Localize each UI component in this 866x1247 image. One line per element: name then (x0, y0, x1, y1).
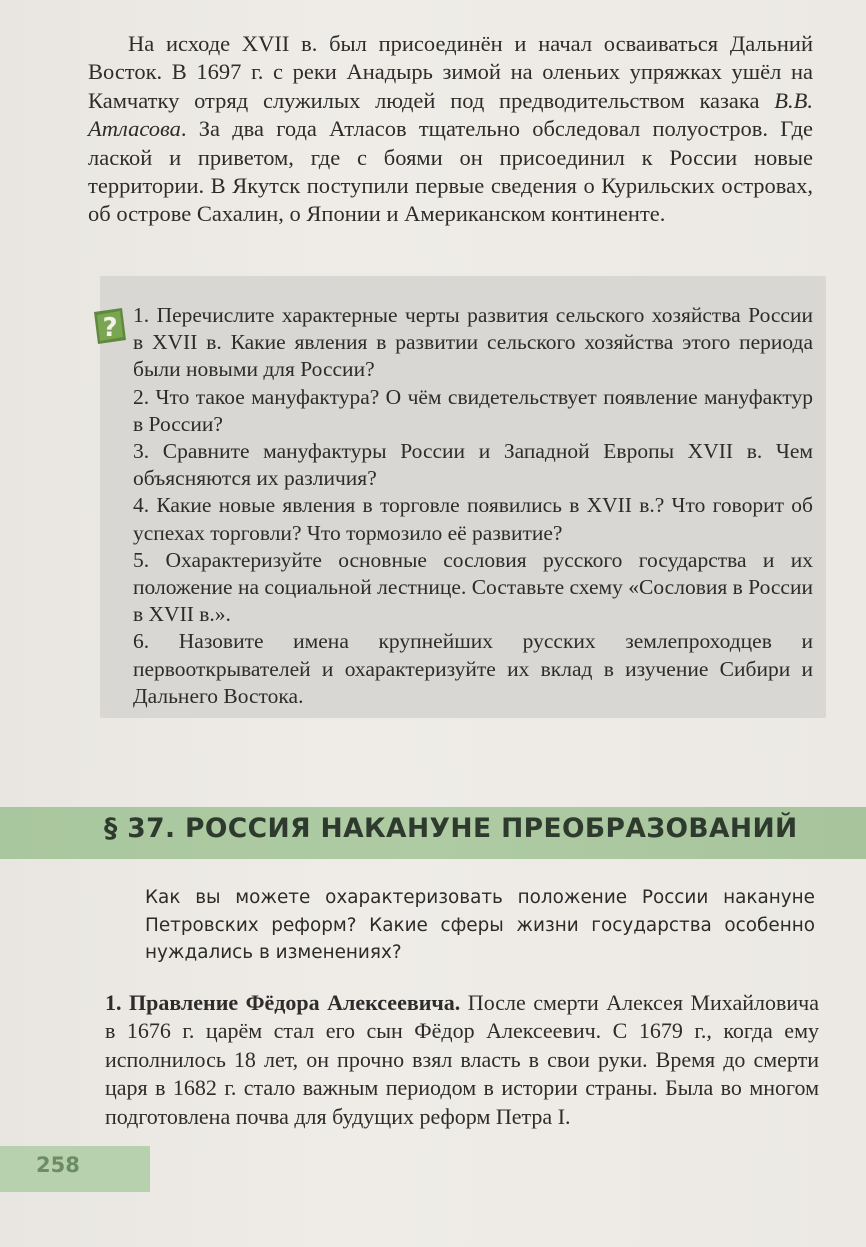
intro-text-after: . За два года Атласов тщательно обследовал полуостров. Где лаской и приветом, где с боями он присоединил к России новые территории. В Якутск поступили первые сведения о Курильских островах, об острове Сахалин, о Японии и Американском континенте. (88, 116, 813, 227)
question-item: 6. Назовите имена крупнейших русских землепроходцев и первооткрывателей и охарактеризуйте их вклад в изучение Сибири и Дальнего Востока. (133, 629, 813, 708)
body-text: После смерти Алексея Михайловича в 1676 г. царём стал его сын Фёдор Алексеевич. С 1679 г., когда ему исполнилось 18 лет, он прочно взял власть в свои руки. Время до смерти царя в 1682 г. стало важным периодом в истории страны. Была во многом подготовлена почва для будущих реформ Петра I. (105, 990, 820, 1129)
question-item: 1. Перечислите характерные черты развития сельского хозяйства России в XVII в. Какие явления в развитии сельского хозяйства этого периода были новыми для России? (133, 303, 813, 382)
intro-name-italic: В.В. Атласова (88, 87, 813, 142)
intro-paragraph (88, 30, 813, 229)
question-item: 5. Охарактеризуйте основные сословия русского государства и их положение на социальной лестнице. Составьте схему «Сословия в России в XVII в.». (133, 547, 813, 627)
section-body-paragraph (105, 989, 819, 1131)
section-title: § 37. РОССИЯ НАКАНУНЕ ПРЕОБРАЗОВАНИЙ (104, 813, 798, 844)
question-item: 3. Сравните мануфактуры России и Западной Европы XVII в. Чем объясняются их различия? (133, 439, 813, 491)
question-item: 4. Какие новые явления в торговле появились в XVII в.? Что говорит об успехах торговли? Что тормозило её развитие? (133, 493, 813, 545)
svg-text:?: ? (102, 313, 118, 343)
page-number: 258 (36, 1153, 80, 1177)
question-mark-icon (90, 306, 128, 346)
section-lead-question: Как вы можете охарактеризовать положение России накануне Петровских реформ? Какие сферы жизни государства особенно нуждались в изменениях? (145, 887, 815, 963)
question-item: 2. Что такое мануфактура? О чём свидетельствует появление мануфактур в России? (133, 384, 813, 436)
subheading: 1. Правление Фёдора Алексеевича. (105, 990, 461, 1015)
intro-text-before: На исходе XVII в. был присоединён и начал осваиваться Дальний Восток. В 1697 г. с реки Анадырь зимой на оленьих упряжках ушёл на Камчатку отряд служилых людей под предводительством казака (88, 31, 813, 113)
questions-list (133, 302, 813, 710)
